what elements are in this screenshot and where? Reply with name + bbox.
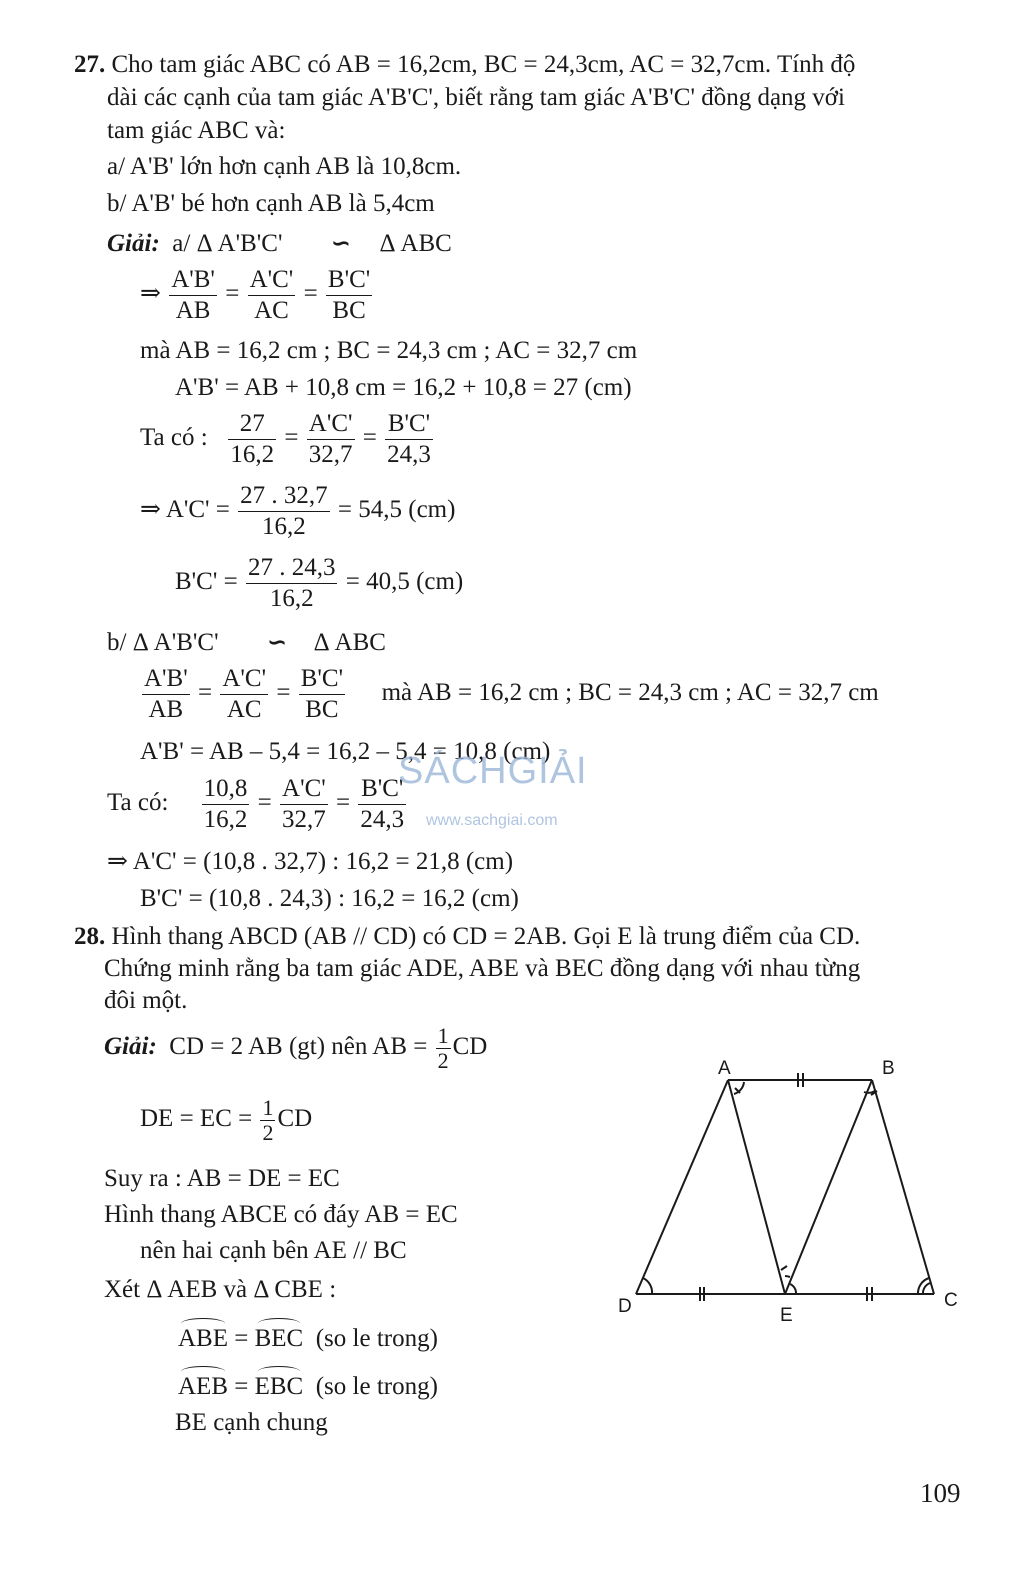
segment-bc <box>872 1080 934 1294</box>
question-b: b/ A'B' bé hơn cạnh AB là 5,4cm <box>107 190 435 217</box>
point-label-a: A <box>718 1058 731 1079</box>
problem-number: 27. <box>74 51 106 78</box>
fraction: $\frac{27 . 32,7}{16,2}$ <box>240 482 328 540</box>
angle-equality-2: AEB = EBC (so le trong) <box>178 1368 438 1402</box>
solution-28-step-1: Giải: CD = 2 AB (gt) nên AB = $\frac{1}{2}$ CD <box>104 1023 488 1073</box>
similar-symbol: ∽ <box>330 229 351 257</box>
problem-28-line-2: Chứng minh rằng ba tam giác ADE, ABE và BEC đồng dạng với nhau từng <box>104 955 861 982</box>
point-label-c: C <box>944 1290 958 1311</box>
problem-number: 28. <box>74 923 106 950</box>
solution-a-heading <box>107 228 452 259</box>
watermark-url: www.sachgiai.com <box>426 812 558 829</box>
angle-bec: BEC <box>255 1320 304 1354</box>
solution-label: Giải: <box>107 230 160 257</box>
fraction: $\frac{A'C'}{32,7}$ <box>308 410 353 468</box>
angle-marks <box>643 1082 930 1294</box>
fraction: $\frac{10,8}{16,2}$ <box>203 775 248 833</box>
apcp-calc-b: ⇒ A'C' = (10,8 . 32,7) : 16,2 = 21,8 (cm) <box>107 848 514 875</box>
solution-28-step-3: Suy ra : AB = DE = EC <box>104 1165 340 1192</box>
problem-27-line-1 <box>74 50 855 80</box>
page-number: 109 <box>920 1478 961 1508</box>
solution-b-heading <box>107 627 386 658</box>
ratio-values-a: Ta có : $\frac{27}{16,2}$ = $\frac{A'C'}{32,7}$ = $\frac{B'C'}{24,3}$ <box>140 410 431 468</box>
given-values-a: mà AB = 16,2 cm ; BC = 24,3 cm ; AC = 32,7 cm <box>140 337 638 364</box>
triangle-label: Δ A'B'C' <box>132 629 219 656</box>
point-label-e: E <box>780 1305 793 1326</box>
problem-text: Cho tam giác ABC có AB = 16,2cm, BC = 24,3cm, AC = 32,7cm. Tính độ <box>111 51 856 78</box>
part-label: a/ <box>172 230 191 257</box>
fraction: $\frac{1}{2}$ <box>262 1095 274 1145</box>
ratio-equation-a: ⇒ $\frac{A'B'}{AB}$ = $\frac{A'C'}{AC}$ = $\frac{B'C'}{BC}$ <box>140 266 371 324</box>
ratio-equation-b: $\frac{A'B'}{AB}$ = $\frac{A'C'}{AC}$ = $\frac{B'C'}{BC}$ mà AB = 16,2 cm ; BC = 24,3 cm ; AC = 32,7 cm <box>144 665 879 723</box>
ratio-values-b: Ta có: $\frac{10,8}{16,2}$ = $\frac{A'C'}{32,7}$ = $\frac{B'C'}{24,3}$ <box>107 775 405 833</box>
problem-28-line-1 <box>74 922 860 952</box>
solution-28-step-2: DE = EC = $\frac{1}{2}$ CD <box>140 1095 313 1145</box>
fraction: $\frac{A'C'}{32,7}$ <box>282 775 326 833</box>
fraction: $\frac{1}{2}$ <box>437 1023 449 1073</box>
fraction: $\frac{B'C'}{24,3}$ <box>360 775 405 833</box>
problem-27-line-3: tam giác ABC và: <box>107 117 286 144</box>
solution-28-step-5: nên hai cạnh bên AE // BC <box>140 1237 407 1264</box>
point-label-b: B <box>882 1058 895 1079</box>
solution-28-step-4: Hình thang ABCE có đáy AB = EC <box>104 1201 458 1228</box>
given-values-b: mà AB = 16,2 cm ; BC = 24,3 cm ; AC = 32,7 cm <box>381 679 879 707</box>
trapezoid-diagram <box>600 1040 980 1340</box>
apbp-calc-b: A'B' = AB – 5,4 = 16,2 – 5,4 = 10,8 (cm) <box>140 738 551 765</box>
solution-28-step-9: BE cạnh chung <box>175 1409 328 1436</box>
triangle-label: Δ A'B'C' <box>196 230 283 257</box>
implies-symbol: ⇒ <box>140 280 161 308</box>
angle-equality-1: ABE = BEC (so le trong) <box>178 1320 438 1354</box>
fraction: $\frac{A'B'}{AB}$ <box>171 266 215 324</box>
fraction: $\frac{27}{16,2}$ <box>230 410 275 468</box>
fraction: $\frac{A'C'}{AC}$ <box>249 266 294 324</box>
angle-aeb: AEB <box>178 1368 228 1402</box>
point-label-d: D <box>618 1296 632 1317</box>
similar-symbol: ∽ <box>267 628 288 656</box>
fraction: $\frac{B'C'}{24,3}$ <box>387 410 431 468</box>
fraction: $\frac{A'C'}{AC}$ <box>222 665 267 723</box>
bpcp-calc-a: B'C' = $\frac{27 . 24,3}{16,2}$ = 40,5 (cm) <box>175 554 464 612</box>
segment-be <box>785 1080 872 1294</box>
angle-abe: ABE <box>178 1320 228 1354</box>
fraction: $\frac{A'B'}{AB}$ <box>144 665 188 723</box>
fraction: $\frac{B'C'}{BC}$ <box>327 266 371 324</box>
apcp-calc-a: ⇒ A'C' = $\frac{27 . 32,7}{16,2}$ = 54,5 (cm) <box>140 482 456 540</box>
ta-co: Ta có: <box>107 789 169 817</box>
bpcp-calc-b: B'C' = (10,8 . 24,3) : 16,2 = 16,2 (cm) <box>140 885 519 912</box>
segment-ad <box>636 1080 728 1294</box>
fraction: $\frac{B'C'}{BC}$ <box>300 665 344 723</box>
question-a: a/ A'B' lớn hơn cạnh AB là 10,8cm. <box>107 153 462 180</box>
solution-label: Giải: <box>104 1033 157 1061</box>
solution-28-step-6: Xét Δ AEB và Δ CBE : <box>104 1276 337 1303</box>
part-label: b/ <box>107 629 127 656</box>
problem-text: Hình thang ABCD (AB // CD) có CD = 2AB. Gọi E là trung điểm của CD. <box>111 923 861 950</box>
fraction: $\frac{27 . 24,3}{16,2}$ <box>247 554 336 612</box>
triangle-label: Δ ABC <box>313 629 386 656</box>
problem-28-line-3: đôi một. <box>104 987 188 1014</box>
apbp-calc-a: A'B' = AB + 10,8 cm = 16,2 + 10,8 = 27 (cm) <box>175 374 632 401</box>
triangle-label: Δ ABC <box>379 230 452 257</box>
problem-27-line-2: dài các cạnh của tam giác A'B'C', biết rằng tam giác A'B'C' đồng dạng với <box>107 84 845 111</box>
angle-ebc: EBC <box>255 1368 304 1402</box>
watermark-brand: SÁCHGIẢI <box>398 750 588 792</box>
ta-co: Ta có : <box>140 424 208 452</box>
segment-ae <box>728 1080 785 1294</box>
